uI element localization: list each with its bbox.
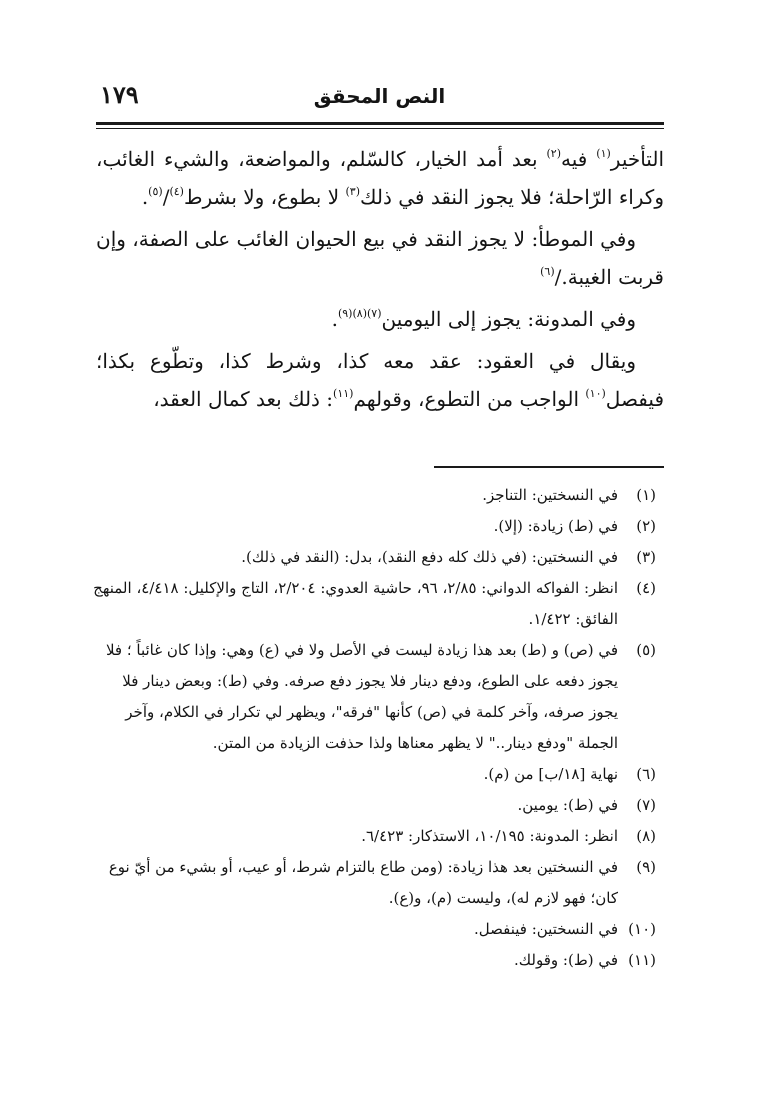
main-text xyxy=(96,140,664,422)
footnote-number: (٣) xyxy=(636,548,656,566)
paragraph-1 xyxy=(96,140,664,216)
footnote-number: (٦) xyxy=(636,765,656,783)
text-run: وفي الموطأ: لا يجوز النقد في بيع الحيوان الغائب على الصفة، وإن قربت الغيبة./ xyxy=(96,227,664,289)
footnote-number: (٢) xyxy=(636,517,656,535)
footnote-text: في (ط): وقولك. xyxy=(514,951,618,969)
header-rule-thin xyxy=(96,128,664,129)
footnote-text: في (ط) زيادة: (إلا). xyxy=(493,517,618,535)
text-run: بعد أمد الخيار، كالسّلم، والمواضعة، والشيء الغائب، وكراء الرّاحلة؛ فلا يجوز النقد في ذلك xyxy=(96,147,664,209)
footnote-ref: (٦) xyxy=(540,265,555,278)
paragraph-3 xyxy=(96,300,664,338)
footnote-9 xyxy=(90,852,664,914)
text-run: : ذلك بعد كمال العقد، xyxy=(153,387,334,411)
footnote-text: في (ص) و (ط) بعد هذا زيادة ليست في الأصل ولا في (ع) وهي: وإذا كان غائباً ؛ فلا يجوز دفعه على الطوع، ودفع دينار فلا يجوز دفع صرفه. وفي (ط): وبعض دينار فلا يجوز صرفه، وآخر كلمة في (ص) كأنها "فرقه"، ويظهر لي تكرار في الكلام، وآخر الجملة "ودفع دينار.." لا يظهر معناها ولذا حذفت الزيادة من المتن. xyxy=(105,641,618,752)
footnote-7 xyxy=(90,790,664,821)
footnote-text: في النسختين بعد هذا زيادة: (ومن طاع بالتزام شرط، أو عيب، أو بشيء من أيّ نوع كان؛ فهو لازم له)، وليست (م)، و(ع). xyxy=(108,858,618,907)
footnote-ref: (١) xyxy=(596,147,611,160)
footnote-text: في النسختين: فينفصل. xyxy=(473,920,618,938)
text-run: / xyxy=(162,185,170,209)
footnote-number: (٩) xyxy=(636,858,656,876)
text-run: التأخير xyxy=(610,147,664,171)
footnote-number: (١١) xyxy=(628,951,656,969)
paragraph-4 xyxy=(96,342,664,418)
text-run: فيه xyxy=(561,147,597,171)
footnote-ref: (٧)(٨)(٩) xyxy=(337,307,382,320)
footnote-ref: (١١) xyxy=(333,387,354,400)
footnote-text: انظر: المدونة: ١٠/١٩٥، الاستذكار: ٦/٤٢٣. xyxy=(361,827,618,845)
footnote-text: انظر: الفواكه الدواني: ٢/٨٥، ٩٦، حاشية العدوي: ٢/٢٠٤، التاج والإكليل: ٤/٤١٨، المنهج الفائق: ١/٤٢٢. xyxy=(93,579,618,628)
footnote-10 xyxy=(90,914,664,945)
text-run: لا بطوع، ولا بشرط xyxy=(183,185,346,209)
footnote-ref: (٤) xyxy=(169,185,184,198)
text-run: الواجب من التطوع، وقولهم xyxy=(353,387,586,411)
paragraph-2 xyxy=(96,220,664,296)
footnote-ref: (٥) xyxy=(148,185,163,198)
footnote-number: (٥) xyxy=(636,641,656,659)
running-header-title: النص المحقق xyxy=(313,84,446,108)
text-run: . xyxy=(141,185,149,209)
text-run: . xyxy=(331,307,338,331)
footnote-6 xyxy=(90,759,664,790)
footnote-ref: (١٠) xyxy=(585,387,606,400)
footnote-2 xyxy=(90,511,664,542)
footnote-ref: (٢) xyxy=(546,147,562,160)
footnotes-section xyxy=(90,480,664,976)
footnote-11 xyxy=(90,945,664,976)
footnote-3 xyxy=(90,542,664,573)
footnote-number: (١) xyxy=(636,486,656,504)
footnote-number: (٨) xyxy=(636,827,656,845)
footnote-5 xyxy=(90,635,664,759)
text-run: وفي المدونة: يجوز إلى اليومين xyxy=(381,307,636,331)
footnote-number: (١٠) xyxy=(628,920,656,938)
footnote-number: (٧) xyxy=(636,796,656,814)
footnote-number: (٤) xyxy=(636,579,656,597)
footnote-8 xyxy=(90,821,664,852)
footnote-ref: (٣) xyxy=(345,185,361,198)
text-run: ويقال في العقود: عقد معه كذا، وشرط كذا، وتطّوع بكذا؛ فيفصل xyxy=(96,349,664,411)
footnote-text: في (ط): يومين. xyxy=(517,796,618,814)
footnote-1 xyxy=(90,480,664,511)
footnote-text: في النسختين: (في ذلك كله دفع النقد)، بدل: (النقد في ذلك). xyxy=(241,548,618,566)
header-rule-thick xyxy=(96,122,664,125)
footnote-text: في النسختين: التناجز. xyxy=(482,486,618,504)
footnote-separator xyxy=(434,466,664,468)
footnote-text: نهاية [١٨/ب] من (م). xyxy=(483,765,618,783)
page-number: ١٧٩ xyxy=(100,80,139,109)
footnote-4 xyxy=(90,573,664,635)
